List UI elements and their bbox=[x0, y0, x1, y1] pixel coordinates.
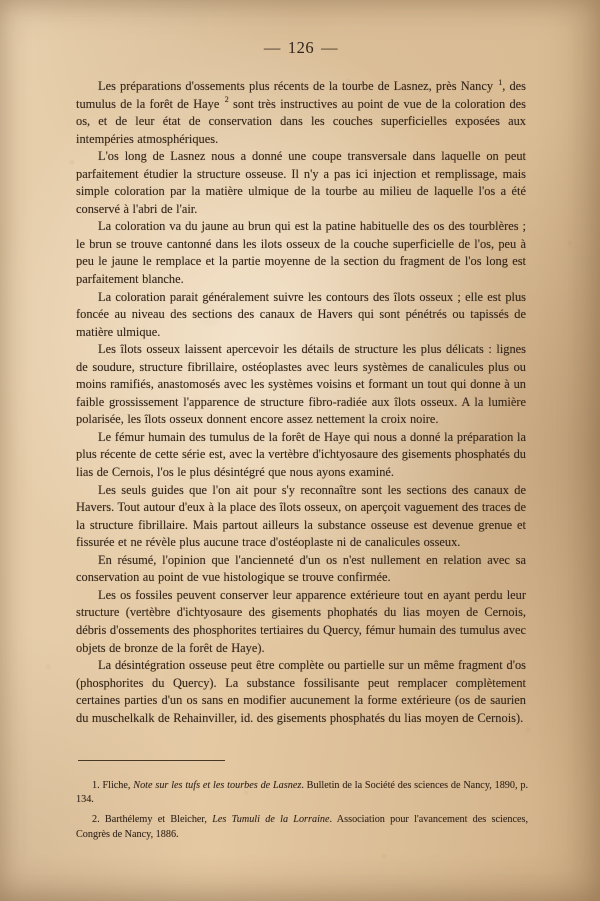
footnote-title: Les Tumuli de la Lorraine bbox=[212, 814, 330, 826]
footnote-entry: 2. Barthélemy et Bleicher, Les Tumuli de la Lorraine. Association pour l'avancement des sciences, Congrès de Nancy, 1886. bbox=[76, 814, 528, 840]
page-number-dash-right: — bbox=[321, 38, 339, 57]
page-text-column bbox=[76, 0, 526, 727]
footnote-marker[interactable]: 1 bbox=[498, 77, 503, 87]
body-paragraph: Les seuls guides que l'on ait pour s'y reconnaître sont les sections des canaux de Havers. Tout autour d'eux à la place des îlots osseux, on aperçoit vaguement des traces de la structure fibrillaire. Mais partout ailleurs la substance osseuse est devenue grenue et fissurée et ne révèle plus aucune trace d'ostéoplaste ni de canalicules osseux. bbox=[76, 482, 526, 550]
footnote-section bbox=[76, 779, 528, 842]
body-paragraph: La désintégration osseuse peut être complète ou partielle sur un même fragment d'os (phosphorites du Quercy). La substance fossilisante peut remplacer complètement certaines parties d'un os sans en modifier aucunement la forme extérieure (os de saurien du muschelkalk de Rehainviller, id. des gisements phosphatés du lias moyen de Cernois). bbox=[76, 658, 526, 725]
body-paragraph: L'os long de Lasnez nous a donné une coupe transversale dans laquelle on peut parfaitement étudier la structure osseuse. Il n'y a pas ici injection et remplissage, mais simple coloration par la matière ulmique de la tourbe au milieu de laquelle l'os a été conservé à l'abri de l'air. bbox=[76, 149, 526, 216]
body-paragraph: En résumé, l'opinion que l'ancienneté d'un os n'est nullement en relation avec sa conservation au point de vue histologique se trouve confirmée. bbox=[76, 552, 526, 585]
footnote-number: 1. bbox=[92, 780, 100, 791]
footnote-number: 2. bbox=[92, 814, 100, 826]
body-paragraph: Les os fossiles peuvent conserver leur apparence extérieure tout en ayant perdu leur structure (vertèbre d'ichtyosaure des gisements phophatés du lias moyen de Cernois, débris d'ossements des phosphorites tertiaires du Quercy, fémur humain des tumulus avec objets de bronze de la forêt de Haye). bbox=[76, 587, 526, 655]
body-paragraph: Le fémur humain des tumulus de la forêt de Haye qui nous a donné la préparation la plus récente de cette série est, avec la vertèbre d'ichtyosaure des gisements phosphatés du lias de Cernois, l'os le plus désintégré que nous ayons examiné. bbox=[76, 429, 526, 480]
footnote-entry: 1. Fliche, Note sur les tufs et les tourbes de Lasnez. Bulletin de la Société des sciences de Nancy, 1890, p. 134. bbox=[76, 780, 529, 806]
body-paragraph: La coloration va du jaune au brun qui est la patine habituelle des os des tourblères ; le brun se trouve cantonné dans les ilots osseux de la couche superficielle de l'os, peu à peu le jaune le remplace et la partie moyenne de la section du fragment de l'os long est parfaitement blanche. bbox=[76, 219, 526, 287]
page-number-dash-left: — bbox=[263, 38, 281, 57]
footnote-separator-rule bbox=[78, 760, 225, 761]
body-paragraph: Les préparations d'ossements plus récents de la tourbe de Lasnez, près Nancy $^1$, des tumulus de la forêt de Haye $^2$ sont très instructives au point de vue de la coloration des os, et de leur état de conservation dans les couches superficielles exposées aux intempéries atmosphériques. bbox=[76, 77, 526, 146]
footnote-title: Note sur les tufs et les tourbes de Lasnez bbox=[133, 780, 302, 791]
body-paragraph: La coloration parait généralement suivre les contours des îlots osseux ; elle est plus foncée au niveau des sections des canaux de Havers qui sont pénétrés ou tapissés de matière ulmique. bbox=[76, 289, 526, 339]
page-number-value: 126 bbox=[287, 38, 315, 57]
page-number-header bbox=[76, 38, 526, 58]
body-paragraph: Les îlots osseux laissent apercevoir les détails de structure les plus délicats : lignes de soudure, structure fibrillaire, ostéoplastes avec leurs systèmes de canalicules plus ou moins ramifiés, anastomosés avec les systèmes voisins et formant un tout qui donne à un faible grossissement l'apparence de structure fibro-radiée aux îlots osseux. A la lumière polarisée, les îlots osseux donnent encore assez nettement la croix noire. bbox=[76, 342, 526, 427]
footnote-marker[interactable]: 2 bbox=[224, 95, 229, 105]
